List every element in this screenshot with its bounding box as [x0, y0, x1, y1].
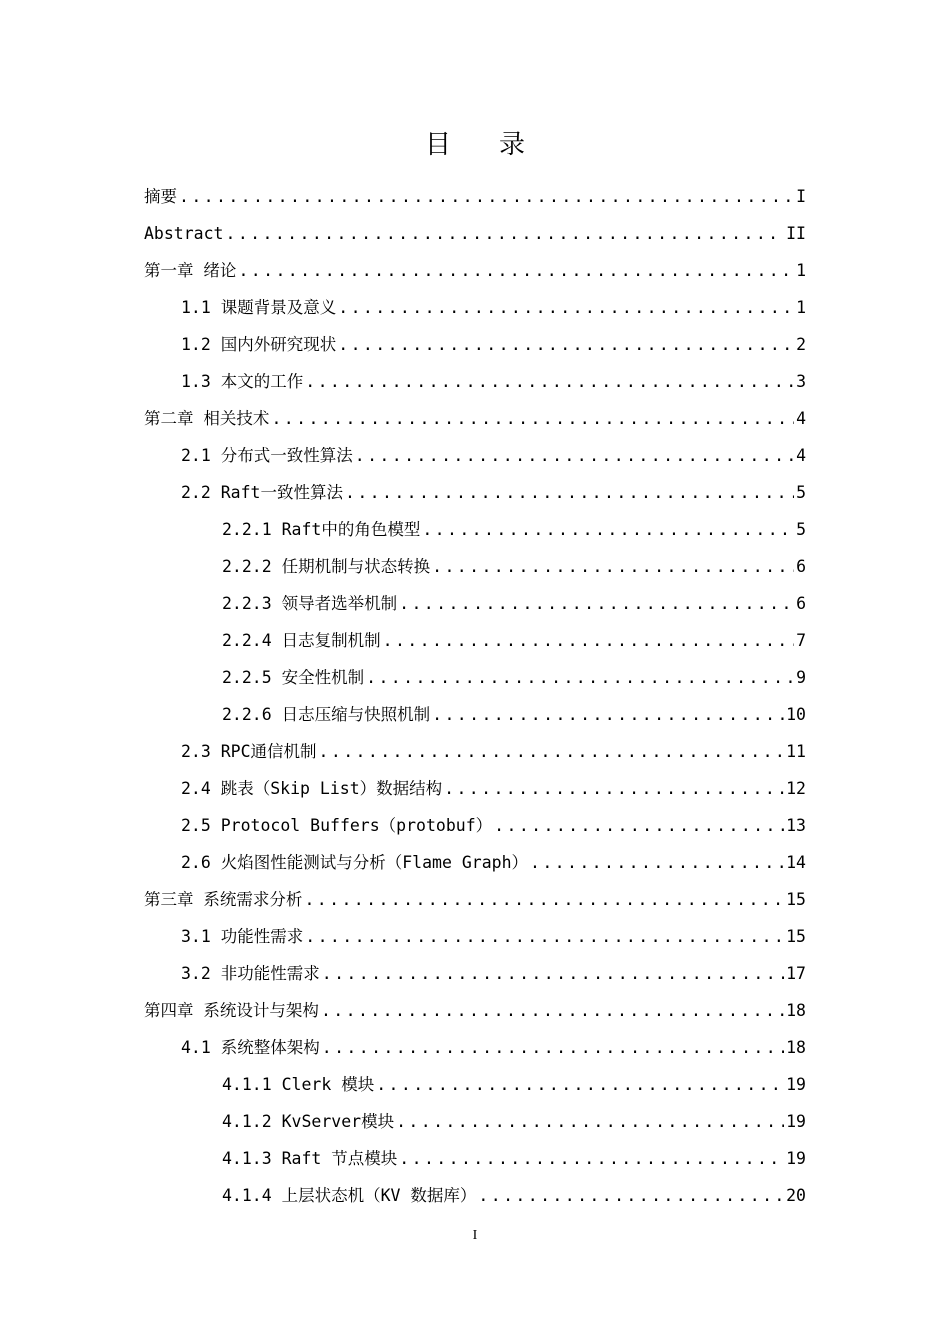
- toc-entry-page: 1: [796, 298, 806, 317]
- toc-entry[interactable]: [144, 737, 806, 774]
- toc-entry-label: 第一章 绪论: [144, 261, 237, 280]
- toc-entry-page: 5: [796, 483, 806, 502]
- toc-entry[interactable]: [144, 1107, 806, 1144]
- toc-entry-label: 4.1.2 KvServer模块: [222, 1112, 395, 1131]
- toc-entry-label: 2.2.2 任期机制与状态转换: [222, 557, 431, 576]
- dot-leader: [304, 885, 784, 915]
- toc-entry[interactable]: [144, 626, 806, 663]
- dot-leader: [238, 256, 794, 286]
- dot-leader: [321, 996, 784, 1026]
- page-title: 目录: [424, 130, 573, 160]
- toc-entry[interactable]: [144, 811, 806, 848]
- dot-leader: [422, 515, 794, 545]
- toc-entry[interactable]: [144, 515, 806, 552]
- toc-entry-label: 2.2.5 安全性机制: [222, 668, 365, 687]
- toc-entry-label: 2.5 Protocol Buffers（protobuf）: [181, 816, 493, 835]
- toc-entry-page: 1: [796, 261, 806, 280]
- dot-leader: [305, 367, 794, 397]
- toc-entry[interactable]: [144, 1033, 806, 1070]
- toc-entry-page: 4: [796, 409, 806, 428]
- toc-entry-label: 2.6 火焰图性能测试与分析（Flame Graph）: [181, 853, 529, 872]
- toc-entry[interactable]: [144, 367, 806, 404]
- dot-leader: [305, 922, 784, 952]
- toc-entry-page: 4: [796, 446, 806, 465]
- toc-entry[interactable]: [144, 922, 806, 959]
- toc-entry[interactable]: [144, 663, 806, 700]
- toc-entry-label: 第四章 系统设计与架构: [144, 1001, 319, 1020]
- toc-entry-page: 18: [786, 1001, 806, 1020]
- toc-entry[interactable]: [144, 774, 806, 811]
- toc-entry-label: 2.3 RPC通信机制: [181, 742, 317, 761]
- toc-entry-page: 14: [786, 853, 806, 872]
- toc-entry-page: I: [796, 187, 806, 206]
- dot-leader: [478, 1181, 784, 1211]
- dot-leader: [399, 1144, 784, 1174]
- toc-entry[interactable]: [144, 219, 806, 256]
- toc-entry[interactable]: [144, 1181, 806, 1218]
- toc-entry[interactable]: [144, 404, 806, 441]
- toc-entry-label: 2.2.1 Raft中的角色模型: [222, 520, 421, 539]
- toc-entry-label: 第二章 相关技术: [144, 409, 270, 428]
- toc-entry[interactable]: [144, 293, 806, 330]
- dot-leader: [271, 404, 794, 434]
- toc-entry-page: 15: [786, 890, 806, 909]
- toc-entry-page: 12: [786, 779, 806, 798]
- toc-entry[interactable]: [144, 1144, 806, 1181]
- toc-entry-label: 1.1 课题背景及意义: [181, 298, 337, 317]
- toc-entry[interactable]: [144, 552, 806, 589]
- toc-entry[interactable]: [144, 885, 806, 922]
- toc-entry[interactable]: [144, 700, 806, 737]
- toc-entry-label: 4.1.1 Clerk 模块: [222, 1075, 375, 1094]
- toc-entry-label: 4.1.4 上层状态机（KV 数据库）: [222, 1186, 477, 1205]
- toc-entry-page: 18: [786, 1038, 806, 1057]
- toc-entry-label: Abstract: [144, 224, 224, 243]
- toc-entry-page: 20: [786, 1186, 806, 1205]
- toc-entry-page: 19: [786, 1149, 806, 1168]
- toc-entry-label: 2.2.6 日志压缩与快照机制: [222, 705, 431, 724]
- dot-leader: [179, 182, 794, 212]
- toc-entry[interactable]: [144, 848, 806, 885]
- toc-entry-page: 11: [786, 742, 806, 761]
- toc-entry-label: 3.1 功能性需求: [181, 927, 304, 946]
- toc-entry[interactable]: [144, 256, 806, 293]
- dot-leader: [319, 737, 785, 767]
- toc-entry-page: 17: [786, 964, 806, 983]
- dot-leader: [322, 959, 784, 989]
- dot-leader: [444, 774, 784, 804]
- toc-entry-page: II: [786, 224, 806, 243]
- dot-leader: [355, 441, 794, 471]
- toc-entry[interactable]: [144, 996, 806, 1033]
- toc-entry-page: 6: [796, 557, 806, 576]
- toc-entry-label: 1.3 本文的工作: [181, 372, 304, 391]
- dot-leader: [399, 589, 794, 619]
- toc-entry-page: 15: [786, 927, 806, 946]
- toc-entry-label: 2.2.3 领导者选举机制: [222, 594, 398, 613]
- toc-entry-label: 4.1 系统整体架构: [181, 1038, 320, 1057]
- toc-entry-page: 9: [796, 668, 806, 687]
- dot-leader: [345, 478, 794, 508]
- table-of-contents: [144, 182, 806, 1218]
- toc-entry-label: 第三章 系统需求分析: [144, 890, 303, 909]
- toc-entry-page: 3: [796, 372, 806, 391]
- dot-leader: [432, 700, 784, 730]
- toc-entry[interactable]: [144, 441, 806, 478]
- dot-leader: [225, 219, 784, 249]
- dot-leader: [494, 811, 784, 841]
- dot-leader: [338, 330, 794, 360]
- toc-entry-page: 6: [796, 594, 806, 613]
- dot-leader: [432, 552, 794, 582]
- page-number: I: [472, 1228, 478, 1243]
- toc-entry[interactable]: [144, 589, 806, 626]
- toc-entry-label: 2.2.4 日志复制机制: [222, 631, 381, 650]
- toc-entry-label: 2.2 Raft一致性算法: [181, 483, 343, 502]
- toc-entry[interactable]: [144, 959, 806, 996]
- toc-entry-page: 5: [796, 520, 806, 539]
- dot-leader: [338, 293, 794, 323]
- toc-entry-page: 19: [786, 1075, 806, 1094]
- toc-entry[interactable]: [144, 330, 806, 367]
- toc-entry-page: 19: [786, 1112, 806, 1131]
- toc-entry-page: 2: [796, 335, 806, 354]
- toc-entry[interactable]: [144, 478, 806, 515]
- dot-leader: [396, 1107, 784, 1137]
- toc-entry-label: 2.4 跳表（Skip List）数据结构: [181, 779, 443, 798]
- toc-entry-page: 13: [786, 816, 806, 835]
- toc-entry-label: 摘要: [144, 187, 177, 206]
- dot-leader: [530, 848, 784, 878]
- toc-entry[interactable]: [144, 1070, 806, 1107]
- toc-entry-label: 1.2 国内外研究现状: [181, 335, 337, 354]
- toc-entry-label: 2.1 分布式一致性算法: [181, 446, 353, 465]
- toc-entry-label: 4.1.3 Raft 节点模块: [222, 1149, 398, 1168]
- dot-leader: [322, 1033, 784, 1063]
- dot-leader: [376, 1070, 784, 1100]
- toc-entry[interactable]: [144, 182, 806, 219]
- dot-leader: [366, 663, 794, 693]
- toc-entry-page: 10: [786, 705, 806, 724]
- toc-entry-page: 7: [796, 631, 806, 650]
- dot-leader: [383, 626, 794, 656]
- toc-entry-label: 3.2 非功能性需求: [181, 964, 320, 983]
